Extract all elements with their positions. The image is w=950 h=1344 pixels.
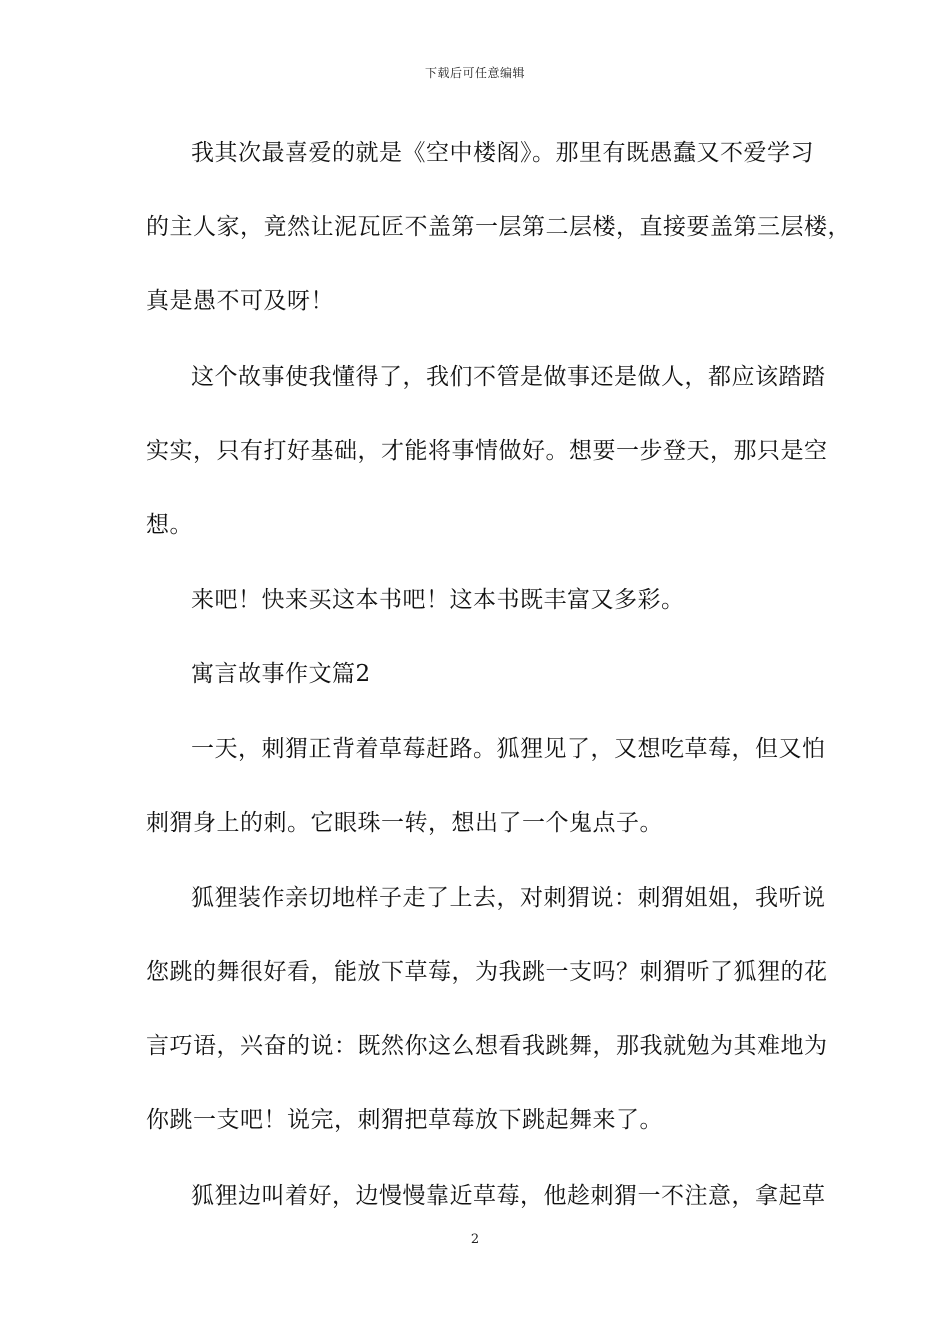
paragraph-6-line-2: 您跳的舞很好看，能放下草莓，为我跳一支吗？刺猬听了狐狸的花 (146, 959, 828, 985)
paragraph-5-line-1: 一天，刺猬正背着草莓赶路。狐狸见了，又想吃草莓，但又怕 (191, 736, 826, 762)
paragraph-1-line-2: 的主人家，竟然让泥瓦匠不盖第一层第二层楼，直接要盖第三层楼， (146, 214, 851, 240)
paragraph-6-line-3: 言巧语，兴奋的说：既然你这么想看我跳舞，那我就勉为其难地为 (146, 1033, 828, 1059)
paragraph-6-line-1: 狐狸装作亲切地样子走了上去，对刺猬说：刺猬姐姐，我听说 (191, 885, 826, 911)
paragraph-3-line-1: 来吧！快来买这本书吧！这本书既丰富又多彩。 (191, 587, 685, 613)
paragraph-1-line-3: 真是愚不可及呀！ (146, 288, 334, 314)
section-heading: 寓言故事作文篇2 (191, 661, 371, 687)
paragraph-7-line-1: 狐狸边叫着好，边慢慢靠近草莓，他趁刺猬一不注意，拿起草 (191, 1183, 826, 1209)
paragraph-2-line-2: 实实，只有打好基础，才能将事情做好。想要一步登天，那只是空 (146, 438, 828, 464)
paragraph-2-line-1: 这个故事使我懂得了，我们不管是做事还是做人，都应该踏踏 (191, 364, 826, 390)
page-header: 下载后可任意编辑 (424, 66, 525, 80)
paragraph-5-line-2: 刺猬身上的刺。它眼珠一转，想出了一个鬼点子。 (146, 810, 663, 836)
paragraph-2-line-3: 想。 (146, 512, 193, 538)
paragraph-1-line-1: 我其次最喜爱的就是《空中楼阁》。那里有既愚蠢又不爱学习 (191, 140, 814, 166)
page-number: 2 (470, 1232, 480, 1247)
paragraph-6-line-4: 你跳一支吧！说完，刺猬把草莓放下跳起舞来了。 (146, 1107, 663, 1133)
